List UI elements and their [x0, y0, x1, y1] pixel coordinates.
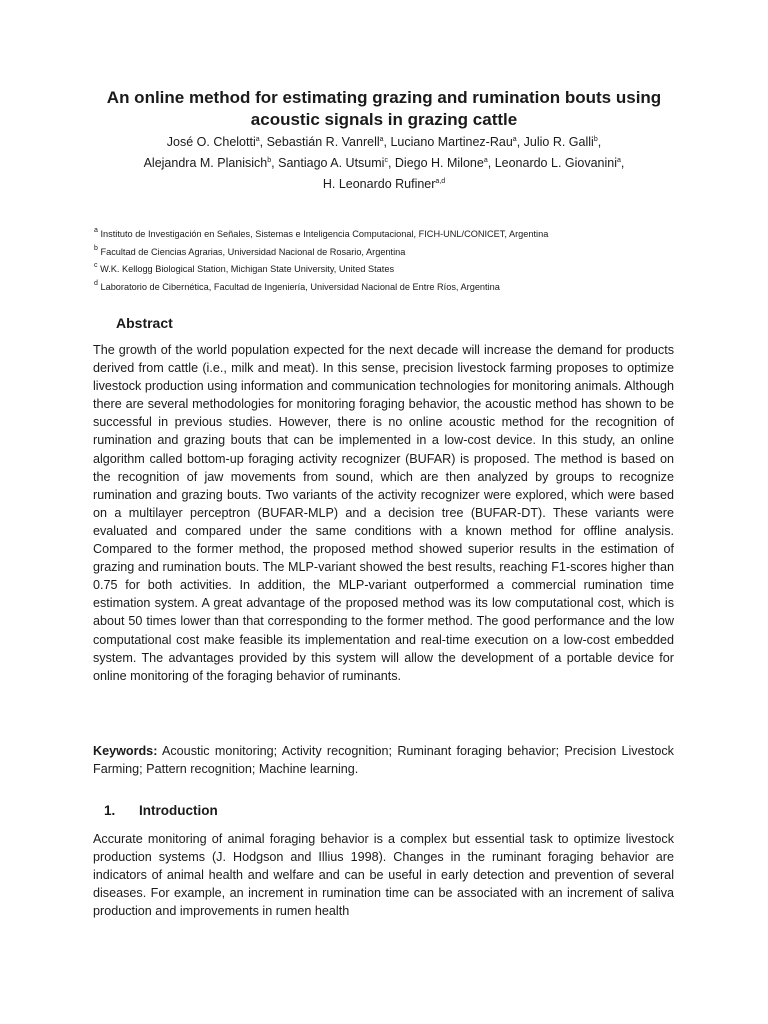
keywords-list: Acoustic monitoring; Activity recognition; Ruminant foraging behavior; Precision Livestock Farming; Pattern recognition; Machine learning.	[93, 744, 674, 777]
affiliation-item: $^a$ Instituto de Investigación en Señales, Sistemas e Inteligencia Computacional, FICH-UNL/CONICET, Argentina	[94, 227, 549, 239]
section-number: 1.	[104, 803, 116, 818]
affiliation-item: $^c$ W.K. Kellogg Biological Station, Michigan State University, United States	[94, 262, 395, 274]
author-name: Julio R. Galli$^b$	[523, 135, 598, 149]
author-name: José O. Chelotti$^a$	[166, 135, 260, 149]
author-name: Santiago A. Utsumi$^c$	[278, 156, 388, 170]
author-name: Alejandra M. Planisich$^b$	[143, 156, 272, 170]
affiliation-item: $^b$ Facultad de Ciencias Agrarias, Universidad Nacional de Rosario, Argentina	[94, 244, 406, 257]
author-name: Leonardo L. Giovanini$^a$	[494, 156, 621, 170]
author-name: H. Leonardo Rufiner$^{a,d}$	[322, 177, 446, 191]
author-list: José O. Chelotti$^a$, Sebastián R. Vanrell$^a$, Luciano Martinez-Rau$^a$, Julio R. Galli$^b$, Alejandra M. Planisich$^b$, Santiago A. Utsumi$^c$, Diego H. Milone$^a$, Leonardo L. Giovanini$^a$, H. Leonardo Rufiner$^{a,d}$	[143, 135, 625, 191]
abstract-body: The growth of the world population expected for the next decade will increase the demand for products derived from cattle (i.e., milk and meat). In this sense, precision livestock farming proposes to optimize livestock production using information and communication technologies for monitoring animals. Although there are several methodologies for monitoring foraging behavior, the acoustic method has shown to be successful in previous studies. However, there is no online acoustic method for the recognition of rumination and grazing bouts that can be implemented in a low-cost device. In this study, an online algorithm called bottom-up foraging activity recognizer (BUFAR) is proposed. The method is based on the recognition of jaw movements from sound, which are then analyzed by groups to recognize rumination and grazing bouts. Two variants of the activity recognizer were explored, which were based on a multilayer perceptron (BUFAR-MLP) and a decision tree (BUFAR-DT). These variants were evaluated and compared under the same conditions with a known method for offline analysis. Compared to the former method, the proposed method showed superior results in the estimation of grazing and rumination bouts. The MLP-variant showed the best results, reaching F1-scores higher than 0.75 for both activities. In addition, the MLP-variant outperformed a commercial rumination time estimation system. A great advantage of the proposed method was its low computational cost, which is about 50 times lower than that corresponding to the former method. The good performance and the low computational cost make feasible its implementation and real-time execution on a low-cost embedded system. The advantages provided by this system will allow the development of a portable device for online monitoring of the foraging behavior of ruminants.	[93, 343, 674, 683]
author-name: Luciano Martinez-Rau$^a$	[390, 135, 517, 149]
paper-title: An online method for estimating grazing and rumination bouts using acoustic signals in grazing cattle	[106, 88, 662, 129]
introduction-body: Accurate monitoring of animal foraging behavior is a complex but essential task to optimize livestock production systems (J. Hodgson and Illius 1998). Changes in the ruminant foraging behavior are indicators of animal health and welfare and can be useful in early detection and prevention of several diseases. For example, an increment in rumination time can be associated with an increment of saliva production and improvements in rumen health	[93, 832, 674, 919]
keywords-label: Keywords:	[93, 744, 158, 758]
affiliation-item: $^d$ Laboratorio de Cibernética, Facultad de Ingeniería, Universidad Nacional de Entre Ríos, Argentina	[94, 279, 500, 292]
author-name: Diego H. Milone$^a$	[394, 156, 488, 170]
section-heading-introduction	[104, 803, 218, 818]
keywords-paragraph	[93, 742, 674, 778]
section-title: Introduction	[139, 803, 218, 818]
author-name: Sebastián R. Vanrell$^a$	[266, 135, 384, 149]
affiliation-list	[94, 226, 548, 296]
abstract-heading: Abstract	[116, 315, 173, 331]
